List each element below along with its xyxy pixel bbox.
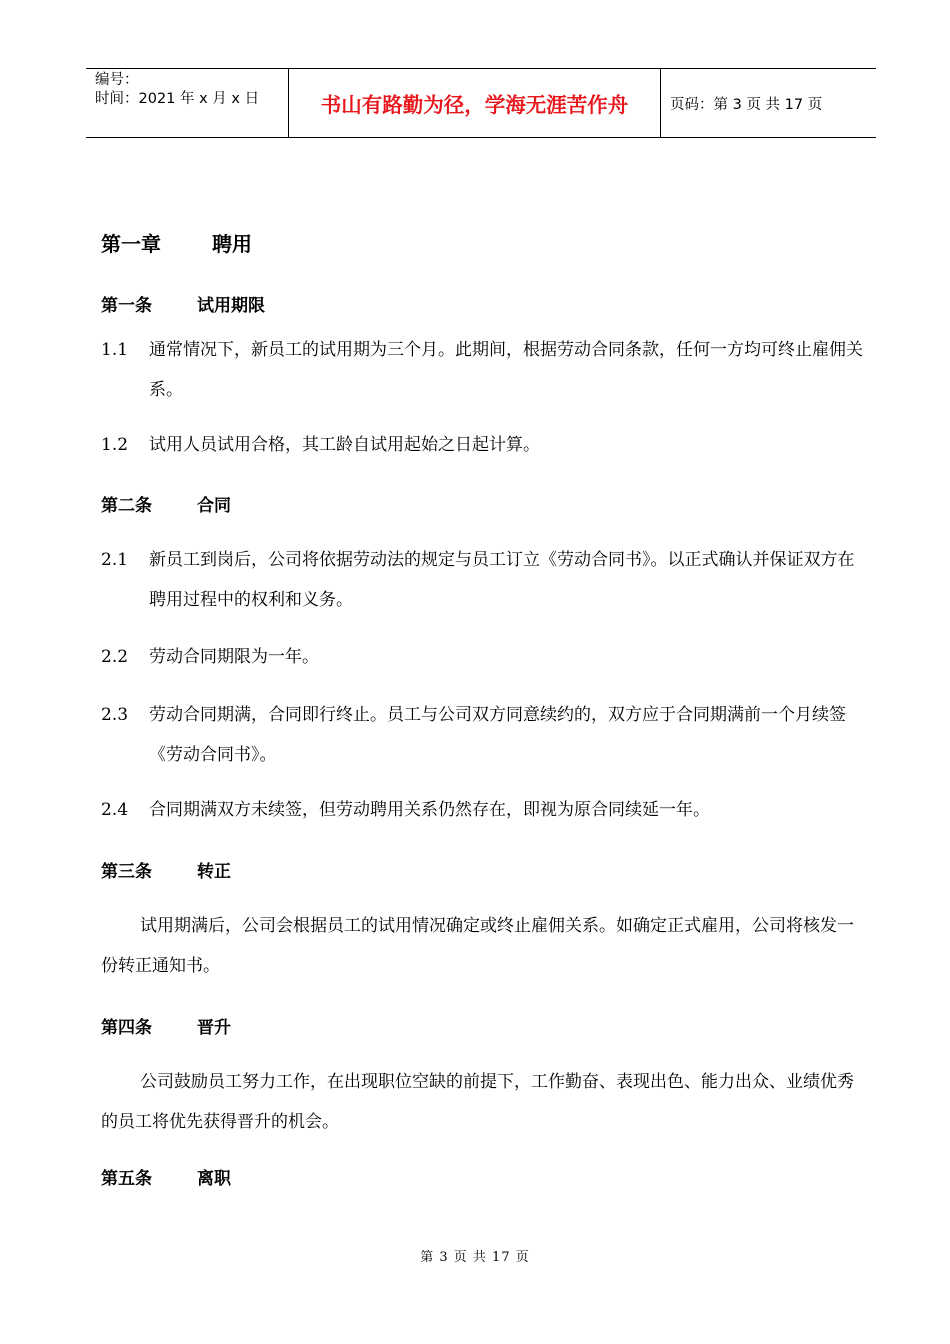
clause-text: 劳动合同期限为一年。 bbox=[149, 647, 319, 667]
chapter-heading bbox=[101, 228, 252, 257]
article-number: 第一条 bbox=[101, 296, 152, 316]
article-heading-2 bbox=[101, 491, 231, 516]
article-number: 第二条 bbox=[101, 496, 152, 516]
clause-text: 通常情况下，新员工的试用期为三个月。此期间，根据劳动合同条款，任何一方均可终止雇佣关系。 bbox=[149, 340, 863, 400]
article-number: 第三条 bbox=[101, 862, 152, 882]
article-heading-3 bbox=[101, 857, 231, 882]
document-header-table bbox=[86, 68, 876, 138]
article-heading-1 bbox=[101, 291, 265, 316]
article-title: 晋升 bbox=[197, 1018, 231, 1038]
clause-text: 新员工到岗后，公司将依据劳动法的规定与员工订立《劳动合同书》。以正式确认并保证双方在聘用过程中的权利和义务。 bbox=[149, 550, 855, 610]
chapter-title: 聘用 bbox=[212, 232, 252, 256]
article-title: 转正 bbox=[197, 862, 231, 882]
article-3-paragraph: 试用期满后，公司会根据员工的试用情况确定或终止雇佣关系。如确定正式雇用，公司将核发一份转正通知书。 bbox=[101, 916, 854, 976]
clause-number: 1.2 bbox=[101, 435, 129, 455]
chapter-number: 第一章 bbox=[101, 232, 161, 256]
clause-number: 2.3 bbox=[101, 705, 129, 725]
header-meta-cell bbox=[86, 69, 288, 137]
header-motto: 书山有路勤为径，学海无涯苦作舟 bbox=[288, 69, 661, 137]
clause-text: 劳动合同期满，合同即行终止。员工与公司双方同意续约的，双方应于合同期满前一个月续签《劳动合同书》。 bbox=[149, 705, 846, 765]
date-label: 时间：2021 年 x 月 x 日 bbox=[95, 91, 260, 107]
article-number: 第五条 bbox=[101, 1169, 152, 1189]
article-4-paragraph: 公司鼓励员工努力工作，在出现职位空缺的前提下，工作勤奋、表现出色、能力出众、业绩优秀的员工将优先获得晋升的机会。 bbox=[101, 1072, 854, 1132]
article-title: 离职 bbox=[197, 1169, 231, 1189]
clause-text: 试用人员试用合格，其工龄自试用起始之日起计算。 bbox=[149, 435, 540, 455]
article-number: 第四条 bbox=[101, 1018, 152, 1038]
article-title: 试用期限 bbox=[197, 296, 265, 316]
clause-number: 2.2 bbox=[101, 647, 129, 667]
clause-number: 1.1 bbox=[101, 340, 129, 360]
header-page-info: 页码：第 3 页 共 17 页 bbox=[670, 96, 823, 113]
article-heading-5 bbox=[101, 1164, 231, 1189]
article-heading-4 bbox=[101, 1013, 231, 1038]
article-title: 合同 bbox=[197, 496, 231, 516]
clause-text: 合同期满双方未续签，但劳动聘用关系仍然存在，即视为原合同续延一年。 bbox=[149, 800, 710, 820]
serial-number-label: 编号： bbox=[95, 72, 139, 88]
clause-number: 2.4 bbox=[101, 800, 129, 820]
page-footer: 第 3 页 共 17 页 bbox=[420, 1250, 530, 1265]
clause-number: 2.1 bbox=[101, 550, 129, 570]
